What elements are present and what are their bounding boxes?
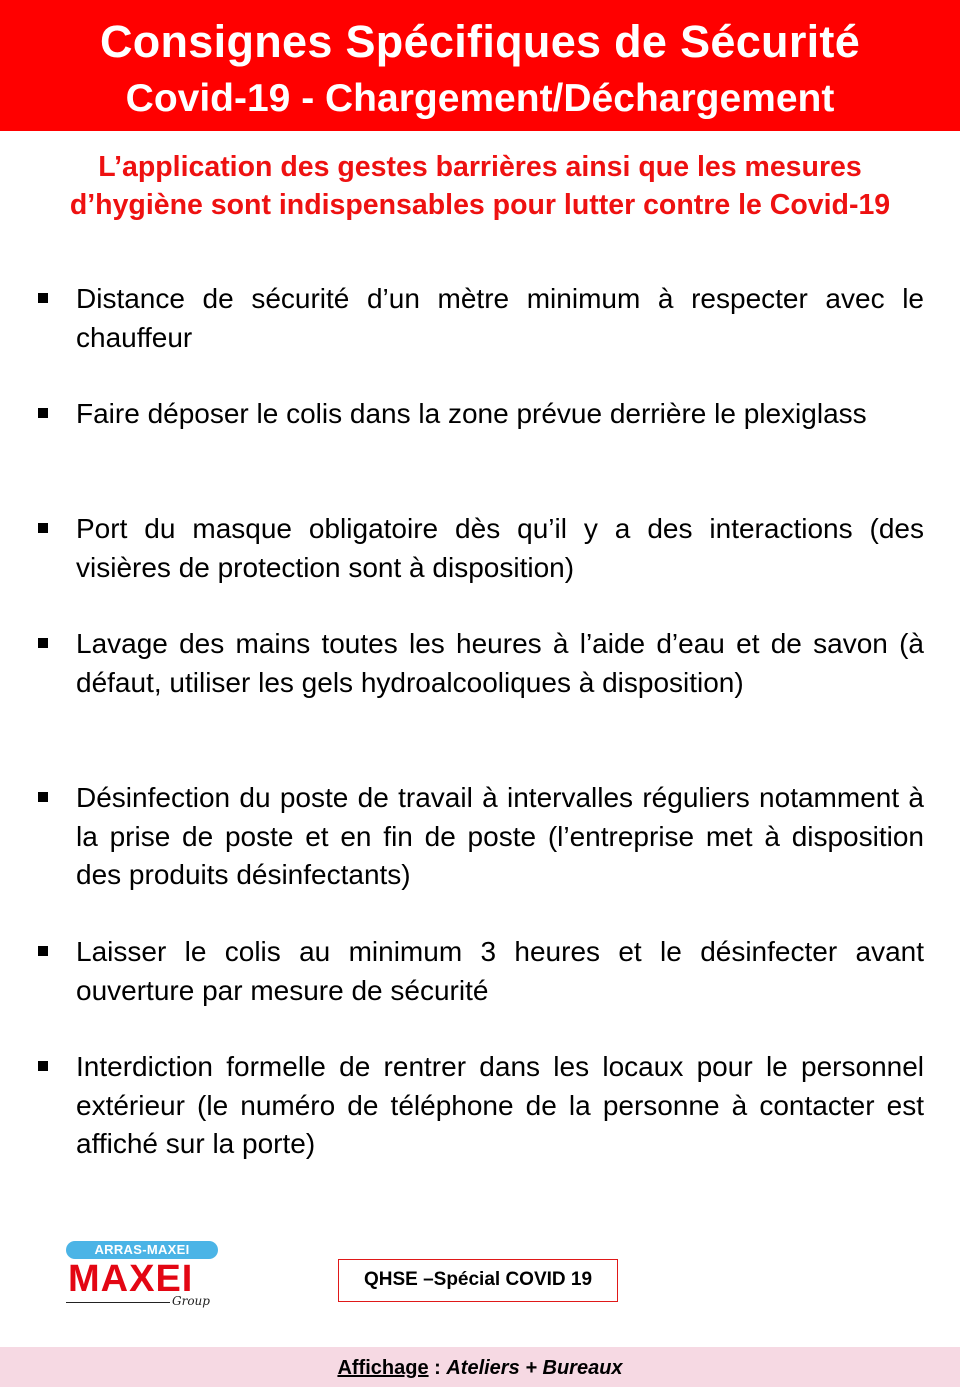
bullet-icon xyxy=(38,638,48,648)
intro-text xyxy=(0,148,960,224)
footer-value: Ateliers + Bureaux xyxy=(446,1357,623,1379)
bullet-icon xyxy=(38,1061,48,1071)
list-item-text: Laisser le colis au minimum 3 heures et le désinfecter avant ouverture par mesure de sécurité xyxy=(76,936,924,1006)
footer-separator: : xyxy=(428,1357,447,1379)
logo-pill: ARRAS-MAXEI xyxy=(66,1241,218,1259)
qhse-badge: QHSE –Spécial COVID 19 xyxy=(338,1259,618,1302)
logo-rule xyxy=(66,1302,170,1303)
bullet-icon xyxy=(38,408,48,418)
page-subtitle: Covid-19 - Chargement/Déchargement xyxy=(125,77,835,120)
page-title: Consignes Spécifiques de Sécurité xyxy=(99,16,861,67)
list-item-text: Port du masque obligatoire dès qu’il y a des interactions (des visières de protection sont à disposition) xyxy=(76,513,924,583)
list-item-text: Faire déposer le colis dans la zone prévue derrière le plexiglass xyxy=(76,398,867,429)
bullet-icon xyxy=(38,293,48,303)
list-item-text: Distance de sécurité d’un mètre minimum à respecter avec le chauffeur xyxy=(76,283,924,353)
title-banner xyxy=(0,0,960,131)
bullet-icon xyxy=(38,946,48,956)
list-item-text: Interdiction formelle de rentrer dans les locaux pour le personnel extérieur (le numéro de téléphone de la personne à contacter est affiché sur la porte) xyxy=(76,1051,924,1159)
list-item-text: Lavage des mains toutes les heures à l’aide d’eau et de savon (à défaut, utiliser les gels hydroalcooliques à disposition) xyxy=(76,628,924,698)
intro-line-2: d’hygiène sont indispensables pour lutter contre le Covid-19 xyxy=(69,189,891,221)
footer-bar xyxy=(0,1347,960,1387)
company-logo xyxy=(64,1241,220,1315)
logo-wordmark: MAXEI xyxy=(68,1258,194,1300)
footer-label: Affichage xyxy=(337,1357,429,1379)
logo-group-text: Group xyxy=(172,1294,210,1308)
list-item-text: Désinfection du poste de travail à intervalles réguliers notamment à la prise de poste et en fin de poste (l’entreprise met à disposition des produits désinfectants) xyxy=(76,782,924,890)
intro-line-1: L’application des gestes barrières ainsi que les mesures xyxy=(98,151,862,183)
bullet-icon xyxy=(38,792,48,802)
bullet-icon xyxy=(38,523,48,533)
